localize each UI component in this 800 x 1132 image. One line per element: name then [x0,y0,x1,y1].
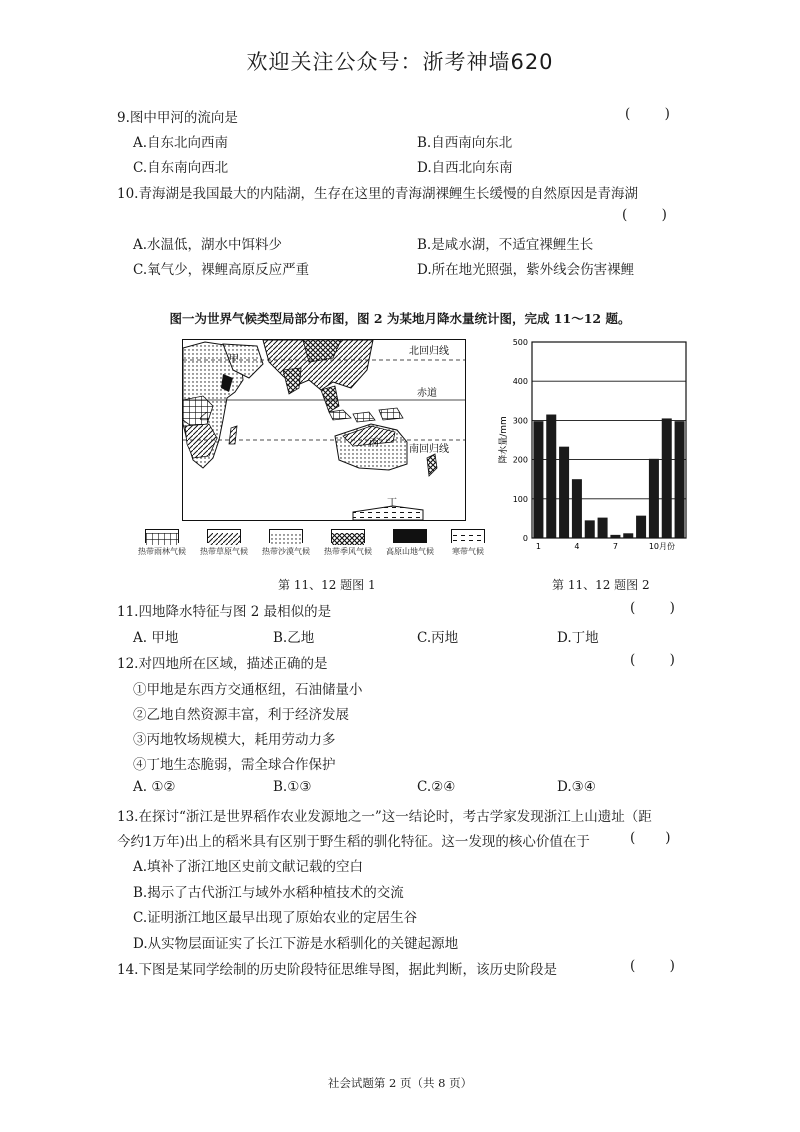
question-12-answer-paren: ( ) [630,652,675,668]
chart-bar-month-4 [572,479,582,538]
question-13-answer-paren: ( ) [630,830,671,846]
chart-y-tick-label: 200 [512,455,528,465]
question-12-item-4: ④丁地生态脆弱，需全球合作保护 [133,757,336,773]
question-10-option-b: B.是咸水湖，不适宜裸鲤生长 [417,237,594,253]
page-footer: 社会试题第 2 页（共 8 页） [327,1076,473,1090]
new-zealand [427,454,437,476]
legend-label-polar: 寒带气候 [452,547,484,556]
legend-label-highland: 高原山地气候 [386,547,434,556]
question-10-stem: 10.青海湖是我国最大的内陆湖，生存在这里的青海湖裸鲤生长缓慢的自然原因是青海湖 [117,186,638,202]
legend-item-rainforest [134,529,190,557]
chart-x-tick-label: 1 [535,542,541,551]
figure-1-caption: 第 11、12 题图 1 [278,578,376,592]
legend-item-polar [440,529,496,557]
legend-label-savanna: 热带草原气候 [200,547,248,556]
chart-bar-month-9 [636,516,646,538]
chart-bar-month-11 [662,418,672,538]
question-12-item-2: ②乙地自然资源丰富，利于经济发展 [133,707,349,723]
question-12-option-d: D.③④ [557,779,596,795]
legend-label-monsoon: 热带季风气候 [324,547,372,556]
chart-bars [533,415,684,538]
legend-item-monsoon [320,529,376,557]
chart-bar-month-5 [585,520,595,538]
chart-y-axis-label: 降水量/mm [499,416,509,464]
question-12-item-1: ①甲地是东西方交通枢纽，石油储量小 [133,682,363,698]
chart-y-tick-label: 100 [512,494,528,504]
legend-swatch-highland [393,529,427,543]
question-11-option-b: B.乙地 [273,630,315,646]
chart-x-tick-label: 10月份 [648,542,676,551]
chart-y-ticks [513,338,528,543]
question-13-option-a: A.填补了浙江地区史前文献记载的空白 [133,859,364,875]
question-10-option-a: A.水温低，湖水中饵料少 [133,237,283,253]
question-10-option-d: D.所在地光照强，紫外线会伤害裸鲤 [417,262,635,278]
label-equator: 赤道 [417,388,437,399]
precipitation-chart [494,332,694,568]
question-9-answer-paren: ( ) [625,106,670,122]
precipitation-chart-svg [494,332,694,568]
question-9-option-c: C.自东南向西北 [133,160,229,176]
chart-y-tick-label: 400 [512,377,528,387]
chart-bar-month-12 [675,421,685,538]
label-yi: 乙 [199,412,209,423]
question-13-option-d: D.从实物层面证实了长江下游是水稻驯化的关键起源地 [133,936,459,952]
question-12-stem: 12.对四地所在区域，描述正确的是 [117,656,328,672]
legend-item-highland [382,529,438,557]
chart-bar-month-3 [559,447,569,538]
question-13-option-c: C.证明浙江地区最早出现了原始农业的定居生谷 [133,910,418,926]
legend-swatch-polar [451,529,485,543]
climate-map [182,339,466,521]
label-jia: 甲 [229,354,239,365]
chart-bar-month-2 [546,415,556,538]
chart-bar-month-10 [649,459,659,538]
legend-label-desert: 热带沙漠气候 [262,547,310,556]
label-tropic-north: 北回归线 [409,346,449,357]
legend-label-rainforest: 热带雨林气候 [138,547,186,556]
question-11-answer-paren: ( ) [630,600,675,616]
figure-2-caption: 第 11、12 题图 2 [552,578,650,592]
question-12-option-c: C.②④ [417,779,456,795]
chart-y-tick-label: 300 [512,416,528,426]
legend-item-desert [258,529,314,557]
chart-x-tick-label: 4 [574,542,580,551]
legend-swatch-savanna [207,529,241,543]
label-bing: 丙 [369,438,379,449]
map-legend [134,529,494,563]
label-ding: 丁 [387,498,397,509]
question-12-option-b: B.①③ [273,779,312,795]
chart-y-tick-label: 0 [522,534,528,543]
legend-swatch-rainforest [145,529,179,543]
question-13-option-b: B.揭示了古代浙江与域外水稻种植技术的交流 [133,885,404,901]
question-13-stem-line-2: 今约1万年)出上的稻米具有区别于野生稻的驯化特征。这一发现的核心价值在于 [117,834,590,850]
madagascar [229,426,237,444]
page-header: 欢迎关注公众号：浙考神墙620 [246,50,554,74]
question-14-answer-paren: ( ) [630,958,675,974]
figure-intro: 图一为世界气候类型局部分布图，图 2 为某地月降水量统计图，完成 11～12 题。 [169,311,631,326]
question-9-option-d: D.自西北向东南 [417,160,513,176]
chart-x-ticks [536,541,675,551]
chart-bar-month-8 [623,533,633,538]
legend-item-savanna [196,529,252,557]
indonesia-islands [329,408,403,422]
label-tropic-south: 南回归线 [409,444,449,455]
question-10-option-c: C.氧气少，裸鲤高原反应严重 [133,262,310,278]
legend-swatch-desert [269,529,303,543]
chart-x-tick-label: 7 [612,542,618,551]
question-14-stem: 14.下图是某同学绘制的历史阶段特征思维导图，据此判断，该历史阶段是 [117,962,557,978]
question-12-item-3: ③丙地牧场规模大，耗用劳动力多 [133,732,336,748]
climate-map-svg [183,340,465,520]
chart-y-tick-label: 500 [512,338,528,347]
legend-swatch-monsoon [331,529,365,543]
question-11-option-a: A. 甲地 [133,630,179,646]
question-11-option-d: D.丁地 [557,630,599,646]
question-11-option-c: C.丙地 [417,630,459,646]
question-9-option-a: A.自东北向西南 [133,135,229,151]
question-12-option-a: A. ①② [133,779,176,795]
question-10-answer-paren: ( ) [622,207,667,223]
chart-bar-month-1 [533,421,543,538]
southeast-asia [321,386,339,412]
question-9-stem: 9.图中甲河的流向是 [117,110,238,126]
south-asia-monsoon [283,368,301,394]
question-11-stem: 11.四地降水特征与图 2 最相似的是 [117,604,332,620]
question-13-stem-line-1: 13.在探讨“浙江是世界稻作农业发源地之一”这一结论时，考古学家发现浙江上山遗址（距 [117,809,652,825]
chart-bar-month-6 [598,518,608,538]
question-9-option-b: B.自西南向东北 [417,135,513,151]
